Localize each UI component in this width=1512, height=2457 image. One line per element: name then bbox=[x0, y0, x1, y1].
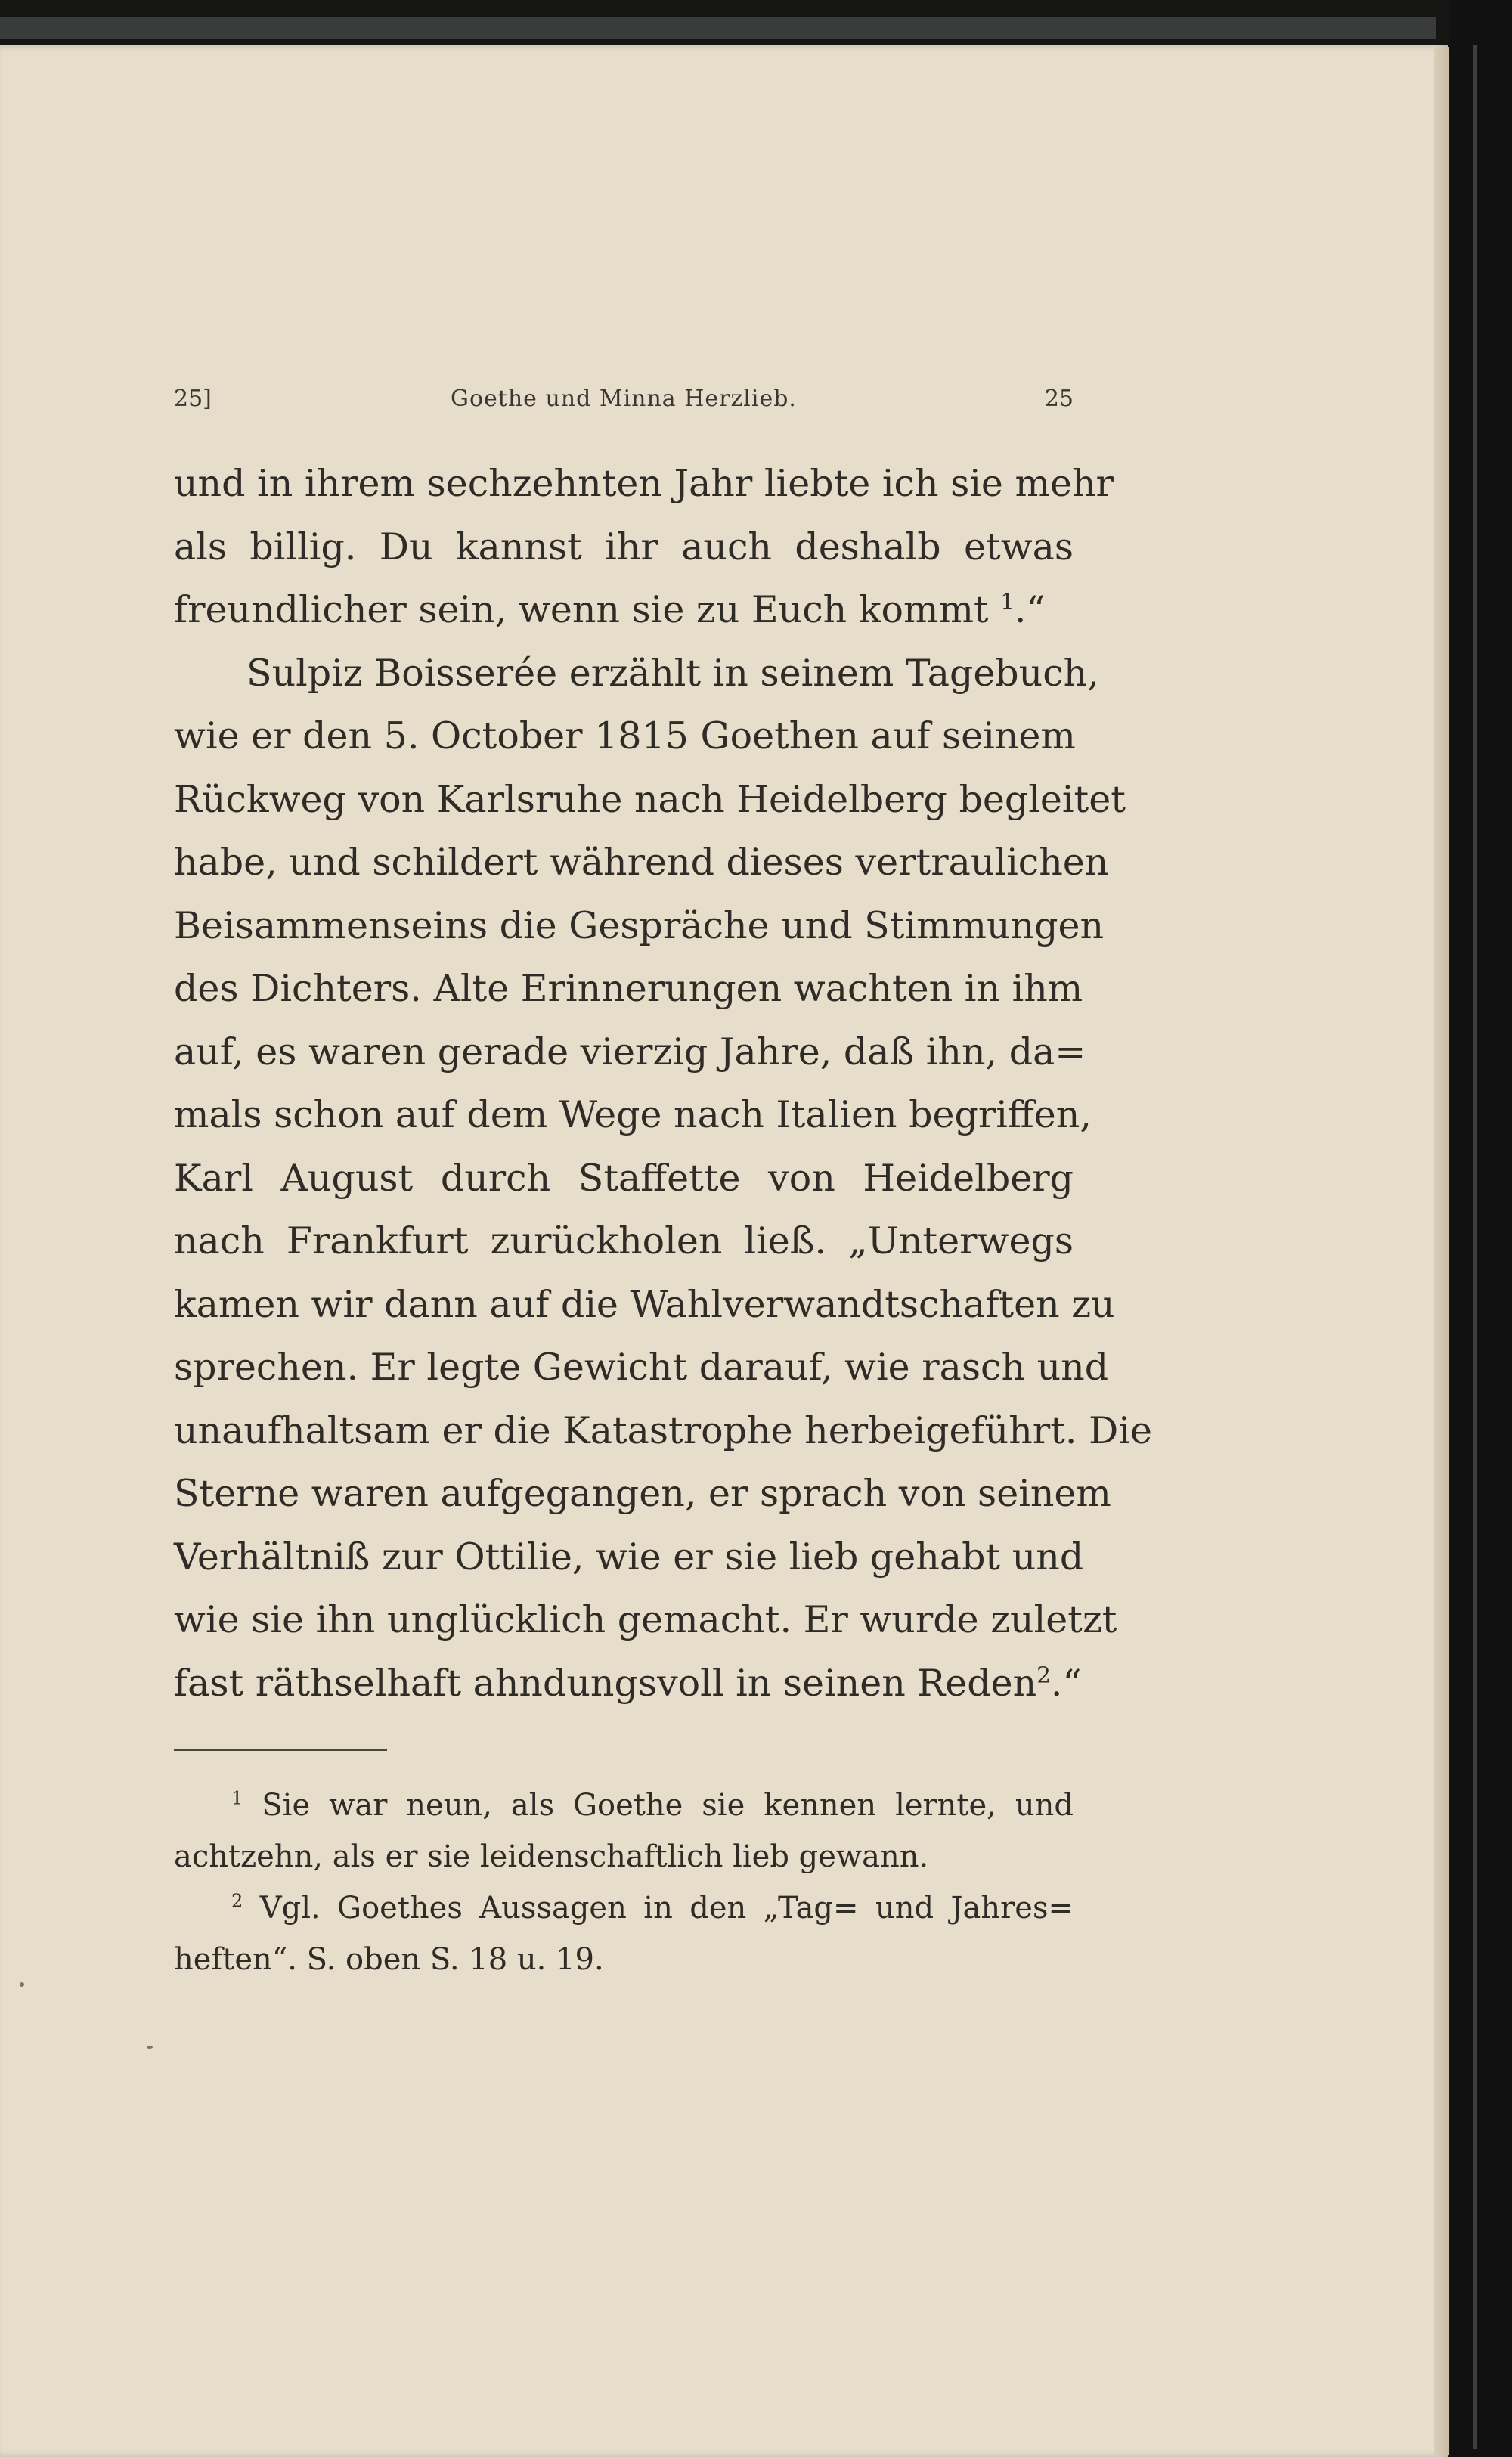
text-line: Sterne waren aufgegangen, er sprach von seinem bbox=[174, 1472, 1111, 1515]
text-line: wie er den 5. October 1815 Goethen auf seinem bbox=[174, 714, 1076, 758]
footnote-text: Vgl. Goethes Aussagen in den „Tag= und Jahres= bbox=[259, 1891, 1074, 1926]
text-line-content: fast räthselhaft ahndungsvoll in seinen Reden bbox=[174, 1661, 1037, 1705]
text-line: sprechen. Er legte Gewicht darauf, wie rasch und bbox=[174, 1346, 1109, 1389]
text-line: unaufhaltsam er die Katastrophe herbeigeführt. Die bbox=[174, 1408, 1153, 1452]
page-ref-left: 25] bbox=[174, 386, 212, 412]
footnote-mark: 1 bbox=[231, 1787, 243, 1809]
footnotes bbox=[174, 1780, 1074, 1985]
text-line: kamen wir dann auf die Wahlverwandtschaften zu bbox=[174, 1282, 1115, 1326]
text-line: mals schon auf dem Wege nach Italien begriffen, bbox=[174, 1093, 1092, 1136]
book-spine-edge bbox=[1450, 0, 1512, 2457]
footnote-ref: 1 bbox=[1000, 588, 1015, 615]
footnote-text: Sie war neun, als Goethe sie kennen lernte, und bbox=[262, 1788, 1074, 1823]
main-text bbox=[174, 452, 1153, 1715]
running-title: Goethe und Minna Herzlieb. bbox=[451, 386, 797, 412]
text-line: und in ihrem sechzehnten Jahr liebte ich sie mehr bbox=[174, 462, 1114, 505]
text-line: Verhältniß zur Ottilie, wie er sie lieb gehabt und bbox=[174, 1535, 1084, 1579]
paper-speck bbox=[20, 1982, 24, 1987]
text-line: als billig. Du kannst ihr auch deshalb etwas bbox=[174, 525, 1074, 569]
text-line: Sulpiz Boisserée erzählt in seinem Tagebuch, bbox=[246, 651, 1099, 695]
footnote-mark: 2 bbox=[231, 1890, 243, 1912]
footnote-separator bbox=[174, 1749, 387, 1751]
footnote-ref: 2 bbox=[1036, 1662, 1051, 1688]
closing-quote: .“ bbox=[1014, 588, 1046, 631]
text-line: des Dichters. Alte Erinnerungen wachten in ihm bbox=[174, 967, 1083, 1010]
footnote-1 bbox=[174, 1780, 1074, 1831]
text-line: Rückweg von Karlsruhe nach Heidelberg begleitet bbox=[174, 777, 1126, 821]
text-line: auf, es waren gerade vierzig Jahre, daß ihn, da= bbox=[174, 1030, 1086, 1074]
text-line: habe, und schildert während dieses vertraulichen bbox=[174, 841, 1109, 884]
text-line: Beisammenseins die Gespräche und Stimmungen bbox=[174, 903, 1105, 947]
paper-speck bbox=[147, 2046, 153, 2049]
footnote-1-cont: achtzehn, als er sie leidenschaftlich lieb gewann. bbox=[174, 1839, 929, 1874]
spine-rule bbox=[1473, 45, 1477, 2449]
footnote-2 bbox=[174, 1882, 1074, 1934]
scan-top-band bbox=[0, 17, 1436, 39]
text-line: wie sie ihn unglücklich gemacht. Er wurde zuletzt bbox=[174, 1598, 1117, 1641]
page-fore-edge bbox=[1434, 47, 1449, 2455]
footnote-2-cont: heften“. S. oben S. 18 u. 19. bbox=[174, 1942, 604, 1977]
closing-quote: .“ bbox=[1050, 1661, 1082, 1705]
running-head bbox=[174, 386, 1074, 423]
page-number: 25 bbox=[1044, 386, 1074, 412]
text-line: nach Frankfurt zurückholen ließ. „Unterwegs bbox=[174, 1219, 1074, 1263]
text-line bbox=[174, 1652, 1082, 1715]
text-line-content: freundlicher sein, wenn sie zu Euch kommt bbox=[174, 588, 989, 631]
text-line bbox=[174, 578, 1074, 642]
text-line: Karl August durch Staffette von Heidelberg bbox=[174, 1156, 1074, 1200]
